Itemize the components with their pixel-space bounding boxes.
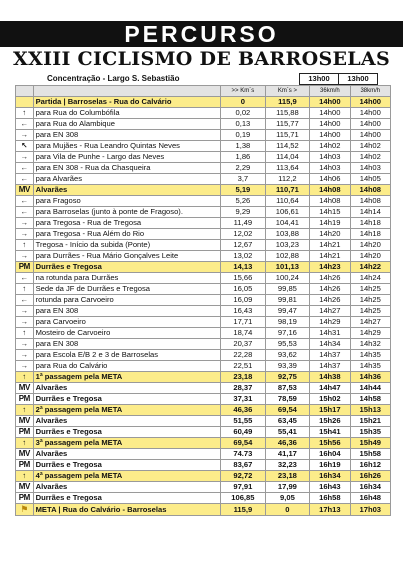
time-36kmh: 14h26 xyxy=(310,284,350,295)
km-done: 83,67 xyxy=(221,460,266,471)
route-row xyxy=(16,119,391,130)
route-row xyxy=(16,427,391,438)
km-done: 15,66 xyxy=(221,273,266,284)
km-done: 23,18 xyxy=(221,372,266,383)
arrow-left-icon: ← xyxy=(16,295,34,306)
time-38kmh: 16h34 xyxy=(350,482,390,493)
km-remaining: 104,41 xyxy=(265,218,310,229)
sprint-mv-icon: MV xyxy=(16,416,34,427)
route-row xyxy=(16,350,391,361)
km-done: 9,29 xyxy=(221,207,266,218)
km-remaining: 0 xyxy=(265,504,310,516)
row-description: para Vila de Punhe - Largo das Neves xyxy=(33,152,221,163)
route-table xyxy=(15,85,391,516)
row-description: para Alvarães xyxy=(33,174,221,185)
km-done: 1,86 xyxy=(221,152,266,163)
km-done: 0,02 xyxy=(221,108,266,119)
km-done: 20,37 xyxy=(221,339,266,350)
route-row xyxy=(16,141,391,152)
time-38kmh: 14h03 xyxy=(350,163,390,174)
time-36kmh: 14h37 xyxy=(310,350,350,361)
climb-pm-icon: PM xyxy=(16,427,34,438)
row-description: Durrães e Tregosa xyxy=(33,427,221,438)
route-row xyxy=(16,328,391,339)
arrow-right-icon: → xyxy=(16,152,34,163)
time-36kmh: 16h04 xyxy=(310,449,350,460)
km-remaining: 78,59 xyxy=(265,394,310,405)
time-36kmh: 14h08 xyxy=(310,196,350,207)
row-description: para Tregosa - Rua Além do Rio xyxy=(33,229,221,240)
route-row xyxy=(16,471,391,482)
row-description: 1ª passagem pela META xyxy=(33,372,221,383)
km-done: 37,31 xyxy=(221,394,266,405)
route-row xyxy=(16,449,391,460)
km-remaining: 115,9 xyxy=(265,97,310,108)
time-36kmh: 14h21 xyxy=(310,251,350,262)
time-38kmh: 17h03 xyxy=(350,504,390,516)
time-36kmh: 14h06 xyxy=(310,174,350,185)
row-description: Tregosa - Início da subida (Ponte) xyxy=(33,240,221,251)
time-38kmh: 14h25 xyxy=(350,306,390,317)
time-38kmh: 14h44 xyxy=(350,383,390,394)
arrow-right-icon: → xyxy=(16,317,34,328)
row-description: Durrães e Tregosa xyxy=(33,493,221,504)
time-38kmh: 14h08 xyxy=(350,185,390,196)
route-row xyxy=(16,229,391,240)
arrow-right-icon: → xyxy=(16,130,34,141)
km-done: 14,13 xyxy=(221,262,266,273)
km-done: 97,91 xyxy=(221,482,266,493)
km-remaining: 17,99 xyxy=(265,482,310,493)
time-36kmh: 15h26 xyxy=(310,416,350,427)
time-36kmh: 14h38 xyxy=(310,372,350,383)
route-row xyxy=(16,306,391,317)
row-description: Partida | Barroselas - Rua do Calvário xyxy=(33,97,221,108)
time-36kmh: 17h13 xyxy=(310,504,350,516)
time-36kmh: 14h08 xyxy=(310,185,350,196)
km-done: 5,19 xyxy=(221,185,266,196)
km-remaining: 99,85 xyxy=(265,284,310,295)
row-description: para Durrães - Rua Mário Gonçalves Leite xyxy=(33,251,221,262)
row-description: para EN 308 xyxy=(33,130,221,141)
route-row xyxy=(16,482,391,493)
time-36kmh: 15h17 xyxy=(310,405,350,416)
time-38kmh: 14h35 xyxy=(350,350,390,361)
km-remaining: 99,81 xyxy=(265,295,310,306)
start-time-b: 13h00 xyxy=(338,73,378,85)
arrow-left-icon: ← xyxy=(16,163,34,174)
route-row xyxy=(16,295,391,306)
time-38kmh: 16h12 xyxy=(350,460,390,471)
row-description: para Mujães - Rua Leandro Quintas Neves xyxy=(33,141,221,152)
time-38kmh: 14h25 xyxy=(350,295,390,306)
km-done: 0 xyxy=(221,97,266,108)
route-row xyxy=(16,416,391,427)
row-description: 2ª passagem pela META xyxy=(33,405,221,416)
header-icon-cell xyxy=(16,86,34,97)
time-38kmh: 14h29 xyxy=(350,328,390,339)
row-description: Alvarães xyxy=(33,383,221,394)
km-remaining: 46,36 xyxy=(265,438,310,449)
finish-flag-icon: ⚑ xyxy=(16,504,34,516)
route-row xyxy=(16,504,391,516)
time-36kmh: 15h41 xyxy=(310,427,350,438)
km-done: 16,05 xyxy=(221,284,266,295)
climb-pm-icon: PM xyxy=(16,394,34,405)
km-done: 1,38 xyxy=(221,141,266,152)
arrow-left-icon: ← xyxy=(16,273,34,284)
km-done: 0,19 xyxy=(221,130,266,141)
time-38kmh: 14h24 xyxy=(350,273,390,284)
time-36kmh: 14h00 xyxy=(310,130,350,141)
sprint-mv-icon: MV xyxy=(16,482,34,493)
route-row xyxy=(16,438,391,449)
route-row xyxy=(16,262,391,273)
time-38kmh: 14h22 xyxy=(350,262,390,273)
km-remaining: 114,52 xyxy=(265,141,310,152)
time-36kmh: 16h34 xyxy=(310,471,350,482)
km-done: 12,02 xyxy=(221,229,266,240)
row-description: Mosteiro de Carvoeiro xyxy=(33,328,221,339)
route-row xyxy=(16,284,391,295)
time-38kmh: 14h05 xyxy=(350,174,390,185)
km-remaining: 23,18 xyxy=(265,471,310,482)
time-36kmh: 14h27 xyxy=(310,306,350,317)
climb-pm-icon: PM xyxy=(16,460,34,471)
arrow-right-icon: → xyxy=(16,306,34,317)
time-38kmh: 14h00 xyxy=(350,119,390,130)
row-description: 3ª passagem pela META xyxy=(33,438,221,449)
row-description: para Carvoeiro xyxy=(33,317,221,328)
route-row xyxy=(16,152,391,163)
km-remaining: 115,71 xyxy=(265,130,310,141)
route-row xyxy=(16,317,391,328)
arrow-up-icon: ↑ xyxy=(16,240,34,251)
time-38kmh: 14h18 xyxy=(350,218,390,229)
time-38kmh: 14h36 xyxy=(350,372,390,383)
arrow-right-icon: → xyxy=(16,350,34,361)
route-row xyxy=(16,174,391,185)
km-done: 106,85 xyxy=(221,493,266,504)
km-done: 74.73 xyxy=(221,449,266,460)
time-36kmh: 15h56 xyxy=(310,438,350,449)
time-38kmh: 14h25 xyxy=(350,284,390,295)
km-remaining: 113,64 xyxy=(265,163,310,174)
arrow-right-icon: → xyxy=(16,251,34,262)
arrow-up-icon: ↑ xyxy=(16,284,34,295)
km-done: 46,36 xyxy=(221,405,266,416)
route-row xyxy=(16,339,391,350)
time-36kmh: 14h21 xyxy=(310,240,350,251)
arrow-right-icon: → xyxy=(16,361,34,372)
time-38kmh: 14h00 xyxy=(350,108,390,119)
time-38kmh: 16h26 xyxy=(350,471,390,482)
km-done: 2,29 xyxy=(221,163,266,174)
time-38kmh: 15h58 xyxy=(350,449,390,460)
km-remaining: 106,61 xyxy=(265,207,310,218)
route-row xyxy=(16,273,391,284)
time-38kmh: 14h18 xyxy=(350,229,390,240)
km-remaining: 9,05 xyxy=(265,493,310,504)
arrow-left-icon: ← xyxy=(16,119,34,130)
km-remaining: 103,88 xyxy=(265,229,310,240)
row-description: META | Rua do Calvário - Barroselas xyxy=(33,504,221,516)
time-38kmh: 14h14 xyxy=(350,207,390,218)
route-row xyxy=(16,163,391,174)
time-36kmh: 14h00 xyxy=(310,119,350,130)
row-description: Sede da JF de Durrães e Tregosa xyxy=(33,284,221,295)
row-description: Durrães e Tregosa xyxy=(33,460,221,471)
time-36kmh: 14h37 xyxy=(310,361,350,372)
km-done: 60,49 xyxy=(221,427,266,438)
arrow-up-icon: ↑ xyxy=(16,405,34,416)
arrow-right-icon: → xyxy=(16,229,34,240)
row-description: para EN 308 xyxy=(33,306,221,317)
km-done: 22,51 xyxy=(221,361,266,372)
header-km-left: Km´s > xyxy=(265,86,310,97)
arrow-right-icon: → xyxy=(16,218,34,229)
km-remaining: 97,16 xyxy=(265,328,310,339)
arrow-up-icon: ↑ xyxy=(16,372,34,383)
row-description: para Barroselas (junto à ponte de Fragoso). xyxy=(33,207,221,218)
title-banner xyxy=(0,21,403,47)
row-description: para Fragoso xyxy=(33,196,221,207)
row-description: para Rua do Alambique xyxy=(33,119,221,130)
km-remaining: 63,45 xyxy=(265,416,310,427)
time-36kmh: 14h31 xyxy=(310,328,350,339)
time-38kmh: 14h32 xyxy=(350,339,390,350)
km-remaining: 110,71 xyxy=(265,185,310,196)
route-row xyxy=(16,218,391,229)
page-title: PERCURSO xyxy=(124,21,279,47)
time-38kmh: 14h00 xyxy=(350,97,390,108)
time-38kmh: 15h13 xyxy=(350,405,390,416)
km-remaining: 110,64 xyxy=(265,196,310,207)
sprint-mv-icon: MV xyxy=(16,185,34,196)
time-36kmh: 16h19 xyxy=(310,460,350,471)
climb-pm-icon: PM xyxy=(16,493,34,504)
route-row xyxy=(16,383,391,394)
km-done: 28,37 xyxy=(221,383,266,394)
header-desc-cell xyxy=(33,86,221,97)
time-38kmh: 15h21 xyxy=(350,416,390,427)
time-36kmh: 14h26 xyxy=(310,273,350,284)
arrow-up-left-icon: ↖ xyxy=(16,141,34,152)
time-36kmh: 14h29 xyxy=(310,317,350,328)
arrow-up-icon: ↑ xyxy=(16,471,34,482)
route-row xyxy=(16,493,391,504)
km-done: 16,43 xyxy=(221,306,266,317)
km-remaining: 41,17 xyxy=(265,449,310,460)
km-remaining: 100,24 xyxy=(265,273,310,284)
km-remaining: 55,41 xyxy=(265,427,310,438)
time-36kmh: 14h23 xyxy=(310,262,350,273)
time-36kmh: 14h47 xyxy=(310,383,350,394)
route-row xyxy=(16,130,391,141)
row-description: para EN 308 xyxy=(33,339,221,350)
header-speed-b: 38km/h xyxy=(350,86,390,97)
event-subtitle: XXIII CICLISMO DE BARROSELAS xyxy=(13,48,390,70)
km-remaining: 87,53 xyxy=(265,383,310,394)
arrow-up-icon: ↑ xyxy=(16,328,34,339)
km-done: 3,7 xyxy=(221,174,266,185)
km-remaining: 99,47 xyxy=(265,306,310,317)
km-remaining: 32,23 xyxy=(265,460,310,471)
row-description: Alvarães xyxy=(33,185,221,196)
time-36kmh: 14h15 xyxy=(310,207,350,218)
time-36kmh: 14h02 xyxy=(310,141,350,152)
sprint-mv-icon: MV xyxy=(16,383,34,394)
row-description: 4ª passagem pela META xyxy=(33,471,221,482)
km-done: 115,9 xyxy=(221,504,266,516)
km-done: 17,71 xyxy=(221,317,266,328)
route-row xyxy=(16,108,391,119)
km-done: 69,54 xyxy=(221,438,266,449)
blank-icon-cell xyxy=(16,97,34,108)
km-remaining: 114,04 xyxy=(265,152,310,163)
route-row xyxy=(16,372,391,383)
time-38kmh: 16h48 xyxy=(350,493,390,504)
time-36kmh: 14h00 xyxy=(310,97,350,108)
header-km-done: >> Km´s xyxy=(221,86,266,97)
arrow-left-icon: ← xyxy=(16,207,34,218)
km-done: 18,74 xyxy=(221,328,266,339)
arrow-left-icon: ← xyxy=(16,174,34,185)
time-36kmh: 14h03 xyxy=(310,152,350,163)
table-header-row xyxy=(16,86,391,97)
time-38kmh: 14h35 xyxy=(350,361,390,372)
row-description: para Escola E/B 2 e 3 de Barroselas xyxy=(33,350,221,361)
header-speed-a: 36km/h xyxy=(310,86,350,97)
row-description: rotunda para Carvoeiro xyxy=(33,295,221,306)
concentration-label: Concentração - Largo S. Sebastião xyxy=(47,74,180,83)
sprint-mv-icon: MV xyxy=(16,449,34,460)
route-row xyxy=(16,196,391,207)
km-done: 12,67 xyxy=(221,240,266,251)
time-36kmh: 14h00 xyxy=(310,108,350,119)
time-36kmh: 14h26 xyxy=(310,295,350,306)
km-remaining: 103,23 xyxy=(265,240,310,251)
km-remaining: 101,13 xyxy=(265,262,310,273)
time-38kmh: 14h08 xyxy=(350,196,390,207)
arrow-up-icon: ↑ xyxy=(16,438,34,449)
km-done: 16,09 xyxy=(221,295,266,306)
row-description: Alvarães xyxy=(33,482,221,493)
time-36kmh: 14h19 xyxy=(310,218,350,229)
km-remaining: 115,77 xyxy=(265,119,310,130)
time-38kmh: 14h27 xyxy=(350,317,390,328)
route-row xyxy=(16,361,391,372)
time-38kmh: 14h58 xyxy=(350,394,390,405)
time-36kmh: 16h43 xyxy=(310,482,350,493)
time-38kmh: 14h02 xyxy=(350,152,390,163)
km-remaining: 92,75 xyxy=(265,372,310,383)
time-36kmh: 14h20 xyxy=(310,229,350,240)
time-36kmh: 15h02 xyxy=(310,394,350,405)
km-remaining: 69,54 xyxy=(265,405,310,416)
route-row xyxy=(16,240,391,251)
row-description: Alvarães xyxy=(33,449,221,460)
km-remaining: 98,19 xyxy=(265,317,310,328)
time-38kmh: 14h02 xyxy=(350,141,390,152)
start-time-a: 13h00 xyxy=(299,73,339,85)
km-done: 5,26 xyxy=(221,196,266,207)
row-description: para Rua do Columbófila xyxy=(33,108,221,119)
arrow-up-icon: ↑ xyxy=(16,108,34,119)
km-remaining: 95,53 xyxy=(265,339,310,350)
km-remaining: 93,62 xyxy=(265,350,310,361)
time-38kmh: 14h20 xyxy=(350,251,390,262)
arrow-right-icon: → xyxy=(16,339,34,350)
km-done: 51,55 xyxy=(221,416,266,427)
km-done: 92,72 xyxy=(221,471,266,482)
route-row xyxy=(16,460,391,471)
row-description: para Rua do Calvário xyxy=(33,361,221,372)
km-remaining: 102,88 xyxy=(265,251,310,262)
climb-pm-icon: PM xyxy=(16,262,34,273)
km-remaining: 93,39 xyxy=(265,361,310,372)
km-done: 11,49 xyxy=(221,218,266,229)
row-description: para EN 308 - Rua da Chasqueira xyxy=(33,163,221,174)
route-row xyxy=(16,405,391,416)
time-38kmh: 15h35 xyxy=(350,427,390,438)
time-36kmh: 16h58 xyxy=(310,493,350,504)
row-description: para Tregosa - Rua de Tregosa xyxy=(33,218,221,229)
route-row xyxy=(16,185,391,196)
time-38kmh: 15h49 xyxy=(350,438,390,449)
km-done: 0,13 xyxy=(221,119,266,130)
row-description: na rotunda para Durrães xyxy=(33,273,221,284)
km-remaining: 115,88 xyxy=(265,108,310,119)
time-36kmh: 14h03 xyxy=(310,163,350,174)
row-description: Durrães e Tregosa xyxy=(33,262,221,273)
route-row xyxy=(16,207,391,218)
route-row xyxy=(16,251,391,262)
km-remaining: 112,2 xyxy=(265,174,310,185)
km-done: 13,02 xyxy=(221,251,266,262)
route-row xyxy=(16,394,391,405)
time-36kmh: 14h34 xyxy=(310,339,350,350)
row-description: Alvarães xyxy=(33,416,221,427)
route-row xyxy=(16,97,391,108)
time-38kmh: 14h00 xyxy=(350,130,390,141)
time-38kmh: 14h20 xyxy=(350,240,390,251)
km-done: 22,28 xyxy=(221,350,266,361)
row-description: Durrães e Tregosa xyxy=(33,394,221,405)
arrow-left-icon: ← xyxy=(16,196,34,207)
